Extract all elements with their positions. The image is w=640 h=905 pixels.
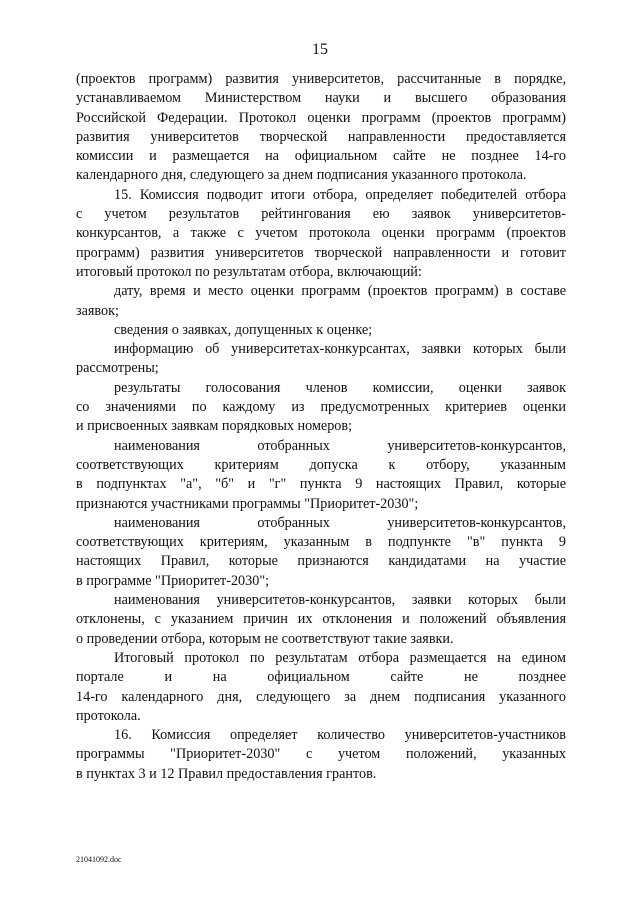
text-line: со значениями по каждому из предусмотренных критериев оценки (76, 399, 566, 416)
text-line: рассмотрены; (76, 360, 159, 377)
text-line: Итоговый протокол по результатам отбора размещается на едином (114, 649, 566, 666)
text-line: 15. Комиссия подводит итоги отбора, определяет победителей отбора (114, 186, 566, 203)
text-line: 16. Комиссия определяет количество университетов-участников (114, 727, 566, 744)
text-line: настоящих Правил, которые признаются кандидатами на участие (76, 553, 566, 570)
text-line: программ) развития университетов творческой направленности и готовит (76, 244, 566, 261)
text-line: Российской Федерации. Протокол оценки программ (проектов программ) (76, 109, 566, 126)
text-line: отклонены, с указанием причин их отклонения и положений объявления (76, 611, 566, 628)
text-line: и присвоенных заявкам порядковых номеров; (76, 418, 353, 435)
text-line: заявок; (76, 302, 119, 319)
text-line: признаются участниками программы "Приоритет-2030"; (76, 495, 419, 512)
text-line: сведения о заявках, допущенных к оценке; (114, 321, 373, 338)
text-line: портале и на официальном сайте не позднее (76, 669, 566, 686)
text-line: итоговый протокол по результатам отбора, включающий: (76, 263, 422, 280)
text-line: результаты голосования членов комиссии, оценки заявок (114, 379, 566, 396)
text-line: программы "Приоритет-2030" с учетом положений, указанных (76, 746, 566, 763)
text-line: с учетом результатов рейтингования ею заявок университетов- (76, 206, 566, 223)
text-line: в подпунктах "а", "б" и "г" пункта 9 настоящих Правил, которые (76, 476, 566, 493)
text-line: протокола. (76, 707, 141, 724)
text-line: наименования университетов-конкурсантов, заявки которых были (114, 592, 566, 609)
text-line: о проведении отбора, которым не соответствуют такие заявки. (76, 630, 454, 647)
text-line: развития университетов творческой направленности предоставляется (76, 128, 566, 145)
text-line: комиссии и размещается на официальном сайте не позднее 14-го (76, 148, 566, 165)
document-body (76, 70, 566, 784)
text-line: наименования отобранных университетов-конкурсантов, (114, 514, 566, 531)
text-line: информацию об университетах-конкурсантах, заявки которых были (114, 341, 566, 358)
text-line: устанавливаемом Министерством науки и высшего образования (76, 90, 566, 107)
text-line: соответствующих критериям, указанным в подпункте "в" пункта 9 (76, 534, 566, 551)
text-line: соответствующих критериям допуска к отбору, указанным (76, 456, 566, 473)
file-name-footer: 21041092.doc (76, 855, 122, 864)
text-line: конкурсантов, а также с учетом протокола оценки программ (проектов (76, 225, 566, 242)
text-line: 14-го календарного дня, следующего за днем подписания указанного (76, 688, 566, 705)
text-line: (проектов программ) развития университетов, рассчитанные в порядке, (76, 71, 566, 87)
page-number: 15 (312, 41, 328, 58)
text-line: в программе "Приоритет-2030"; (76, 572, 270, 589)
text-line: календарного дня, следующего за днем подписания указанного протокола. (76, 167, 527, 184)
text-line: наименования отобранных университетов-конкурсантов, (114, 437, 566, 454)
text-line: дату, время и место оценки программ (проектов программ) в составе (114, 283, 566, 300)
text-line: в пунктах 3 и 12 Правил предоставления грантов. (76, 765, 377, 782)
